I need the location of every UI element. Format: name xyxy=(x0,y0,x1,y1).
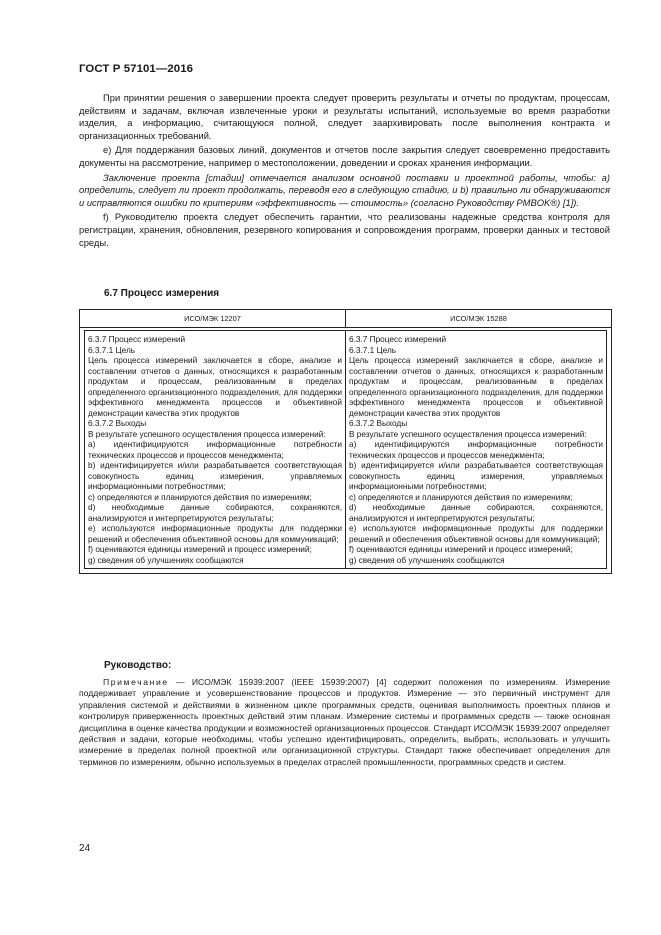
table-header-row xyxy=(80,310,611,328)
body-text xyxy=(79,92,610,249)
iso12207-text: 6.3.7 Процесс измерений 6.3.7.1 Цель Цель процесса измерений заключается в сборе, анализе и составлении отчетов о данных, относящихся к разработанным продуктам и процессам, реализованным в пределах определенного организационного подразделения, для поддержки эффективного менеджмента процессов и объективной демонстрации качества этих продуктов 6.3.7.2 Выходы В результате успешного осуществления процесса измерений: a) идентифицируются информационные потребности технических процессов и процессов менеджмента; b) идентифицируется и/или разрабатывается соответствующая совокупность единиц измерения, управляемых информационными потребностями; c) определяются и планируются действия по измерениям; d) необходимые данные собираются, сохраняются, анализируются и интерпретируются результаты; e) используются информационные продукты для поддержки решений и обеспечения объективной основы для коммуникаций; f) оцениваются единицы измерений и процесс измерений; g) сведения об улучшениях сообщаются xyxy=(88,335,342,565)
paragraph-pmbok-italic: Заключение проекта [стадии] отмечается анализом основной поставки и проектной работы, чтобы: а) определить, следует ли проект продолжать, переводя его в следующую стадию, и b) правильно ли обнаруживаются и исправляются ошибки по критериям «эффективность — стоимость» (согласно Руководству PMBOK®) [1]). xyxy=(79,171,610,208)
note-text: — ИСО/МЭК 15939:2007 (IEEE 15939:2007) [4] содержит положения по измерениям. Измерение поддерживает управление и усовершенствование процессов и продуктов. Измерение — это первичный инструмент для управления системой и действиями в жизненном цикле программных средств, оценивая выполнимость проектных планов и контролируя приверженность проектных действий этим планам. Измерение системы и программных средств — также основная дисциплина в оценке качества продукции и возможностей организационных процессов. Стандарт ИСО/МЭК 15939:2007 определяет действия и задачи, которые необходимы, чтобы успешно идентифицировать, определить, выбрать, использовать и улучшить измерение в пределах полной проектной или организационной структуры. Стандарт также обеспечивает определения для терминов по измерениям, обычно используемых в пределах отраслей промышленности, программных средств и систем. xyxy=(79,677,610,767)
note-label: Примечание xyxy=(103,677,169,687)
paragraph-archive: При принятии решения о завершении проекта следует проверить результаты и отчеты по продуктам, процессам, действиям и задачам, включая извлеченные уроки и результаты испытаний, используемые во время разработки изделия, а информацию, считающуюся полной, следует заархивировать после выполнения контракта и организационных требований. xyxy=(79,92,610,141)
guidance-note xyxy=(79,677,610,768)
document-header: ГОСТ Р 57101—2016 xyxy=(79,63,194,75)
table-body xyxy=(84,330,607,569)
paragraph-f: f) Руководителю проекта следует обеспечить гарантии, что реализованы надежные средства контроля для регистрации, хранения, обновления, резервного копирования и сопровождения программ, проверки данных и тестовой среды. xyxy=(79,211,610,248)
table-header-iso12207: ИСО/МЭК 12207 xyxy=(184,314,241,323)
paragraph-e: e) Для поддержания базовых линий, документов и отчетов после закрытия следует своевременно предоставить документы на рассмотрение, например о местоположении, доведении и сроках хранения информации. xyxy=(79,144,610,168)
table-cell-iso15288 xyxy=(345,331,606,568)
section-title: 6.7 Процесс измерения xyxy=(104,288,220,299)
iso15288-text: 6.3.7 Процесс измерений 6.3.7.1 Цель Цель процесса измерений заключается в сборе, анализе и составлении отчетов о данных, относящихся к разработанным продуктам и процессам, реализованным в пределах определенного организационного подразделения, для поддержки эффективного менеджмента процессов и объективной демонстрации качества этих продуктов 6.3.7.2 Выходы В результате успешного осуществления процесса измерений: a) идентифицируются информационные потребности технических процессов и процессов менеджмента; b) идентифицируется и/или разрабатывается соответствующая совокупность единиц измерения, управляемых информационными потребностями; c) определяются и планируются действия по измерениям; d) необходимые данные собираются, сохраняются, анализируются и интерпретируются результаты; e) используются информационные продукты для поддержки решений и обеспечения объективной основы для коммуникаций; f) оцениваются единицы измерений и процесс измерений; g) сведения об улучшениях сообщаются xyxy=(349,335,603,565)
guidance-title: Руководство: xyxy=(104,660,172,671)
table-cell-iso12207 xyxy=(85,331,345,568)
page-number: 24 xyxy=(79,843,91,854)
table-header-iso15288: ИСО/МЭК 15288 xyxy=(345,310,611,327)
standards-comparison-table xyxy=(79,309,612,574)
